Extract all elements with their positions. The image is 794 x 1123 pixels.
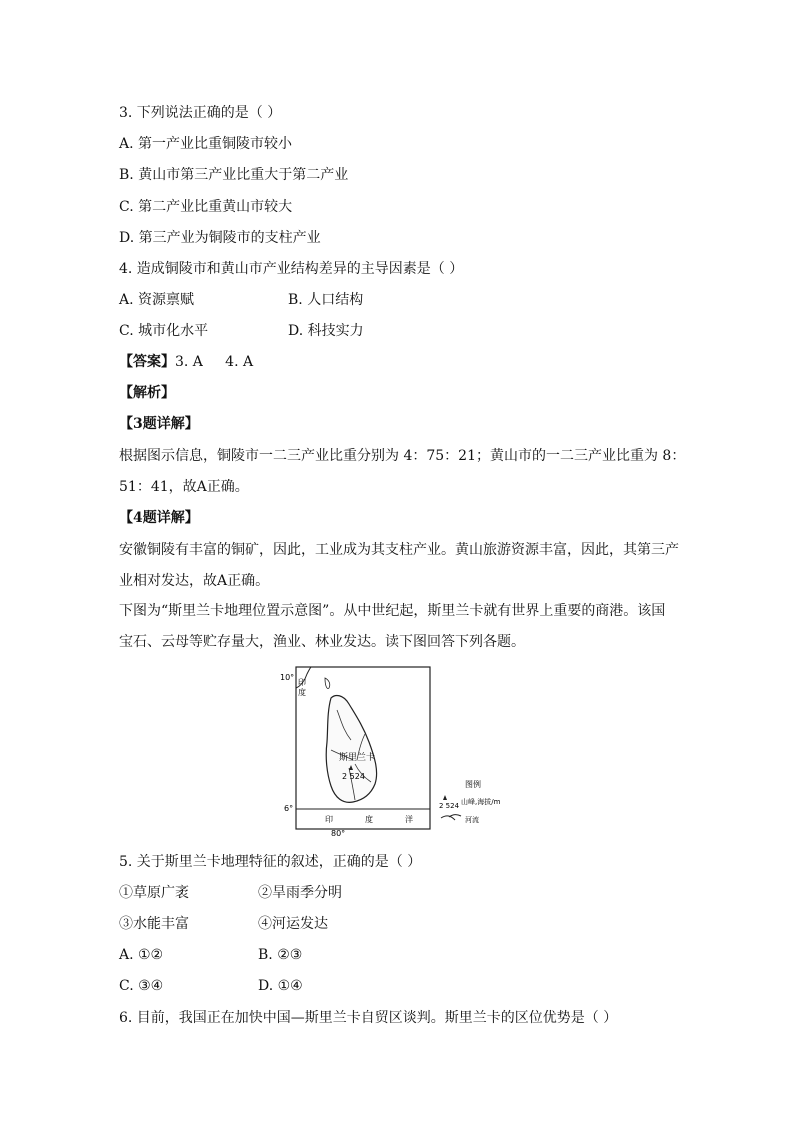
q4-detail-line-1: 安徽铜陵有丰富的铜矿，因此，工业成为其支柱产业。黄山旅游资源丰富，因此，其第三产	[119, 542, 679, 558]
india-label-1: 印	[298, 678, 306, 687]
q4-option-a: A. 资源禀赋	[119, 292, 195, 308]
q5-option-d: D. ①④	[258, 978, 303, 994]
q3-option-d: D. 第三产业为铜陵市的支柱产业	[119, 230, 321, 246]
q4-detail-label: 【4题详解】	[119, 510, 199, 526]
answer-label: 【答案】	[119, 354, 175, 370]
q5-item-2: ②旱雨季分明	[258, 885, 342, 901]
answer-text: 3. A 4. A	[175, 354, 254, 370]
q5-items-row-1	[119, 884, 419, 902]
ocean-label-2: 度	[365, 815, 373, 824]
small-island	[325, 678, 330, 689]
legend-river-icon	[441, 815, 461, 820]
q3-detail-label: 【3题详解】	[119, 416, 199, 432]
q5-options-row-2	[119, 977, 419, 995]
legend-title: 图例	[465, 780, 481, 789]
legend-peak-value: 2 524	[439, 802, 460, 810]
peak-value: 2 524	[342, 772, 365, 781]
q5-item-1: ①草原广袤	[119, 885, 189, 901]
q5-option-a: A. ①②	[119, 947, 164, 963]
q5-options-row-1	[119, 946, 419, 964]
ocean-label-3: 洋	[405, 815, 413, 824]
ocean-label-1: 印	[325, 815, 333, 824]
q4-option-b: B. 人口结构	[288, 292, 364, 308]
lon-80-label: 80°	[331, 829, 346, 838]
q5-option-b: B. ②③	[258, 947, 303, 963]
lat-6-label: 6°	[284, 804, 294, 813]
india-label-2: 度	[298, 688, 306, 697]
q3-stem: 3. 下列说法正确的是（ ）	[119, 105, 282, 121]
analysis-label: 【解析】	[119, 385, 175, 401]
q4-detail-line-2: 业相对发达，故A正确。	[119, 573, 270, 589]
intro-line-2: 宝石、云母等贮存量大，渔业、林业发达。读下图回答下列各题。	[119, 634, 525, 650]
q5-items-row-2	[119, 915, 419, 933]
intro-line-1: 下图为“斯里兰卡地理位置示意图”。从中世纪起，斯里兰卡就有世界上重要的商港。该国	[119, 603, 666, 619]
q3-detail-line-2: 51：41，故A正确。	[119, 479, 249, 495]
q3-option-a: A. 第一产业比重铜陵市较小	[119, 136, 293, 152]
q5-option-c: C. ③④	[119, 978, 164, 994]
legend-river-text: 河流	[465, 816, 479, 824]
q5-stem: 5. 关于斯里兰卡地理特征的叙述，正确的是（ ）	[119, 854, 422, 870]
q4-option-d: D. 科技实力	[288, 323, 364, 339]
q4-option-c: C. 城市化水平	[119, 323, 209, 339]
legend-peak-text: 山峰,海拔/m	[461, 798, 501, 806]
sri-lanka-location-map	[279, 664, 519, 839]
q4-stem: 4. 造成铜陵市和黄山市产业结构差异的主导因素是（ ）	[119, 261, 464, 277]
q6-stem: 6. 目前，我国正在加快中国—斯里兰卡自贸区谈判。斯里兰卡的区位优势是（ ）	[119, 1010, 618, 1026]
q3-detail-line-1: 根据图示信息，铜陵市一二三产业比重分别为 4：75：21；黄山市的一二三产业比重为 8：	[119, 448, 686, 464]
answer-line	[119, 353, 253, 371]
q4-options-row-2	[119, 322, 419, 340]
q3-option-c: C. 第二产业比重黄山市较大	[119, 199, 293, 215]
legend-peak-icon	[443, 795, 447, 800]
sri-lanka-outline	[326, 696, 376, 803]
q3-option-b: B. 黄山市第三产业比重大于第二产业	[119, 167, 349, 183]
country-label: 斯里兰卡	[339, 753, 376, 763]
lat-10-label: 10°	[280, 673, 295, 682]
q4-options-row-1	[119, 291, 364, 309]
q5-item-3: ③水能丰富	[119, 916, 189, 932]
q5-item-4: ④河运发达	[258, 916, 328, 932]
